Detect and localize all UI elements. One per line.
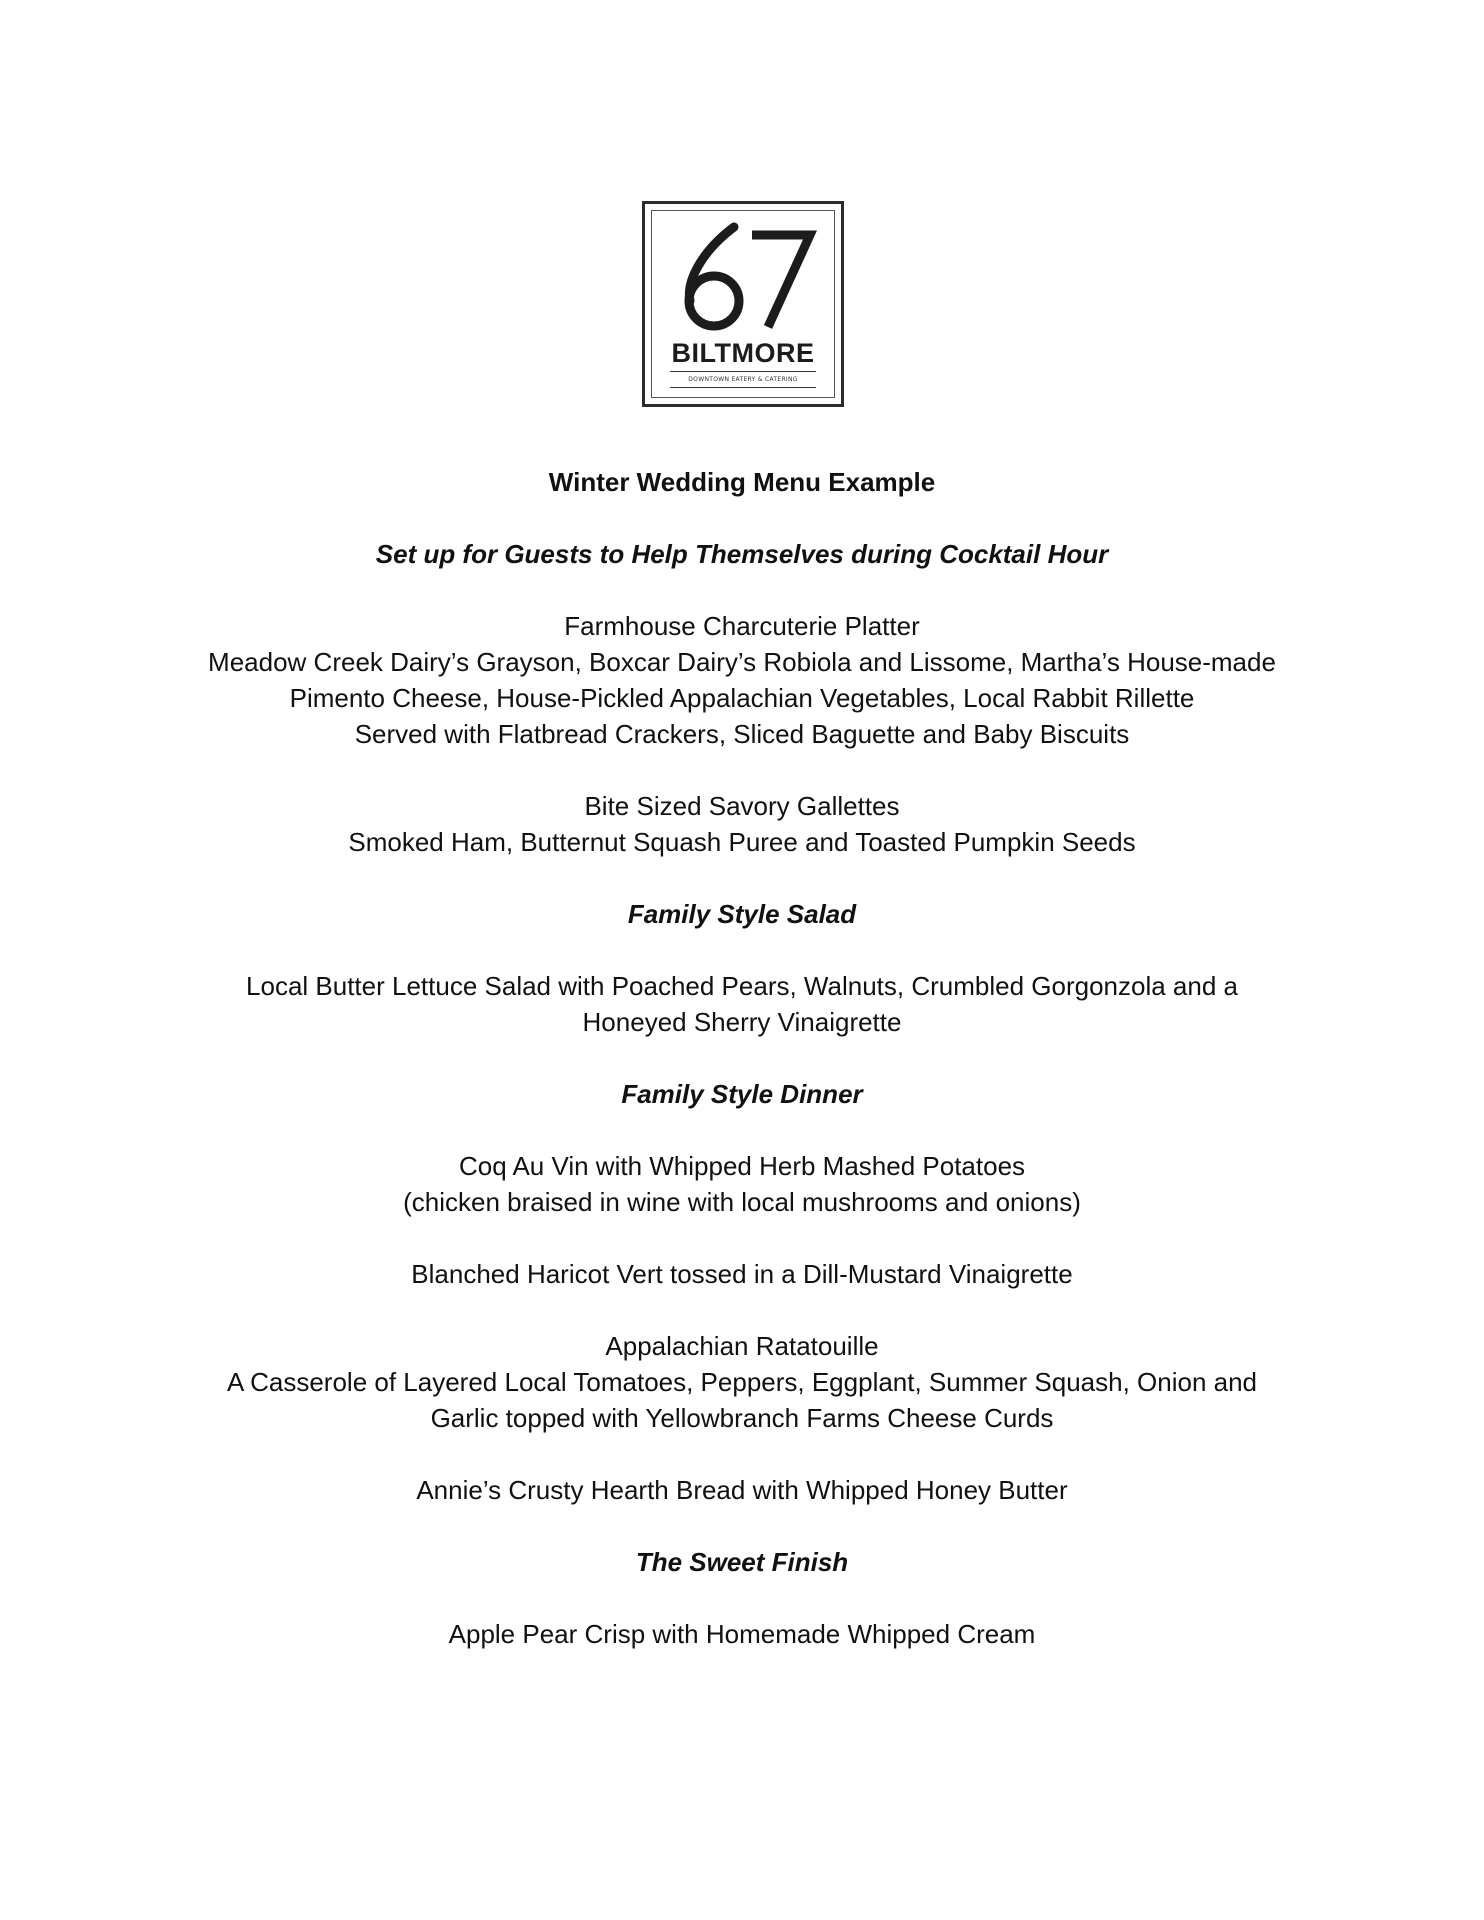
menu-content [90,464,1394,1652]
section-heading-salad: Family Style Salad [627,899,857,929]
logo-rule-bottom [670,387,816,388]
menu-item-salad [90,968,1394,1040]
logo-inner-frame [651,210,835,398]
item-line: Honeyed Sherry Vinaigrette [582,1007,902,1037]
item-line: Apple Pear Crisp with Homemade Whipped Cream [448,1619,1036,1649]
item-line: Served with Flatbread Crackers, Sliced Baguette and Baby Biscuits [354,719,1130,749]
menu-item-haricot-vert [90,1256,1394,1292]
menu-item-charcuterie [90,608,1394,752]
item-line: Farmhouse Charcuterie Platter [564,611,920,641]
item-line: Meadow Creek Dairy’s Grayson, Boxcar Dairy’s Robiola and Lissome, Martha’s House-made [208,647,1276,677]
item-line: A Casserole of Layered Local Tomatoes, Peppers, Eggplant, Summer Squash, Onion and [226,1367,1258,1397]
item-line: Blanched Haricot Vert tossed in a Dill-Mustard Vinaigrette [411,1259,1073,1289]
section-heading-dinner: Family Style Dinner [621,1079,863,1109]
item-line: Coq Au Vin with Whipped Herb Mashed Potatoes [458,1151,1026,1181]
item-line: Annie’s Crusty Hearth Bread with Whipped Honey Butter [416,1475,1068,1505]
logo-67-mark [672,221,822,333]
item-line: Garlic topped with Yellowbranch Farms Cheese Curds [430,1403,1054,1433]
item-line: Bite Sized Savory Gallettes [584,791,900,821]
menu-item-ratatouille [90,1328,1394,1436]
item-line: Pimento Cheese, House-Pickled Appalachian Vegetables, Local Rabbit Rillette [289,683,1195,713]
menu-title: Winter Wedding Menu Example [548,467,936,497]
logo-rule-top [670,371,816,372]
menu-item-coq-au-vin [90,1148,1394,1220]
item-line: Appalachian Ratatouille [605,1331,879,1361]
section-heading-dessert: The Sweet Finish [635,1547,849,1577]
section-heading-cocktail-hour: Set up for Guests to Help Themselves during Cocktail Hour [375,539,1109,569]
restaurant-logo [642,201,844,407]
menu-item-hearth-bread [90,1472,1394,1508]
logo-tagline: DOWNTOWN EATERY & CATERING [688,376,798,383]
logo-wordmark: BILTMORE [671,338,815,368]
item-line: (chicken braised in wine with local mushrooms and onions) [403,1187,1081,1217]
menu-item-crisp [90,1616,1394,1652]
menu-item-gallettes [90,788,1394,860]
item-line: Smoked Ham, Butternut Squash Puree and Toasted Pumpkin Seeds [348,827,1136,857]
item-line: Local Butter Lettuce Salad with Poached Pears, Walnuts, Crumbled Gorgonzola and a [246,971,1238,1001]
